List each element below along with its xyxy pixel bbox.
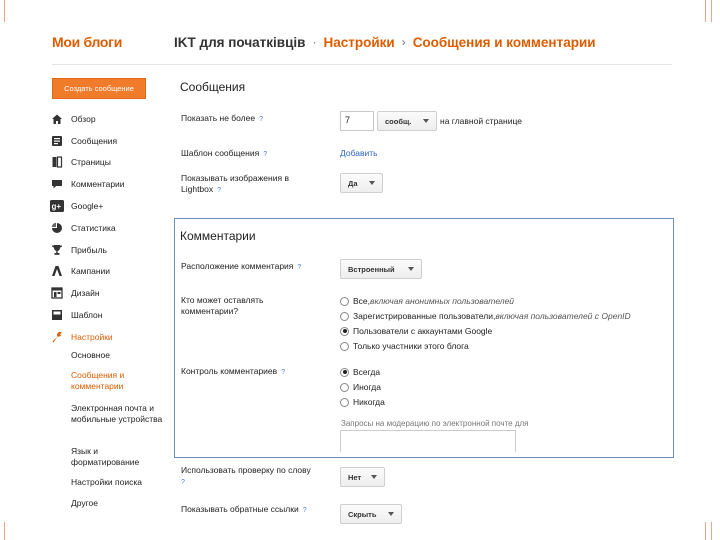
option-main: Зарегистрированные пользователи, xyxy=(353,311,496,321)
sidebar-item-label: Статистика xyxy=(71,222,116,233)
comment-placement-label xyxy=(181,261,301,273)
option-main: Никогда xyxy=(353,397,385,407)
posts-icon xyxy=(50,134,64,147)
comments-icon xyxy=(50,178,64,191)
posts-section-title: Сообщения xyxy=(180,80,246,94)
my-blogs-link[interactable]: Мои блоги xyxy=(52,34,123,50)
moderation-email-hint: Запросы на модерацию по электронной почте для xyxy=(341,419,529,428)
option-main: Иногда xyxy=(353,382,381,392)
moderation-option-never[interactable] xyxy=(340,396,385,408)
settings-sub-basic[interactable]: Основное xyxy=(71,350,110,360)
sidebar-item-label: Сообщения xyxy=(71,135,118,146)
show-posts-label xyxy=(181,113,263,125)
lightbox-label xyxy=(181,173,321,196)
backlinks-value: Скрыть xyxy=(348,509,377,519)
header-divider xyxy=(52,64,672,65)
help-icon[interactable]: ? xyxy=(297,264,302,271)
chevron-down-icon xyxy=(423,119,429,123)
sidebar-item-label: Кампании xyxy=(71,266,111,277)
wrench-icon xyxy=(50,330,64,343)
help-icon[interactable]: ? xyxy=(259,116,264,123)
chevron-down-icon xyxy=(388,512,394,516)
who-option-members[interactable] xyxy=(340,340,469,352)
comment-placement-value: Встроенный xyxy=(348,264,395,274)
radio-button-selected[interactable] xyxy=(340,368,349,377)
show-posts-suffix: на главной странице xyxy=(440,116,522,126)
posts-count-input[interactable]: 7 xyxy=(340,111,374,131)
trophy-icon xyxy=(50,243,64,256)
lightbox-label-text: Показывать изображения в Lightbox xyxy=(181,173,289,194)
captcha-dropdown[interactable] xyxy=(340,467,385,487)
sidebar-item-label: Обзор xyxy=(71,113,96,124)
svg-text:g+: g+ xyxy=(51,202,62,212)
backlinks-label-text: Показывать обратные ссылки xyxy=(181,504,299,514)
captcha-label xyxy=(181,465,331,488)
sidebar-item-posts[interactable] xyxy=(50,130,170,152)
help-icon[interactable]: ? xyxy=(181,479,185,486)
captcha-label-text: Использовать проверку по слову xyxy=(181,465,311,475)
sidebar-item-campaigns[interactable] xyxy=(50,261,170,283)
radio-button[interactable] xyxy=(340,342,349,351)
settings-sub-other[interactable]: Другое xyxy=(71,498,99,508)
stats-icon xyxy=(50,221,64,234)
chevron-down-icon xyxy=(371,475,377,479)
add-template-link[interactable]: Добавить xyxy=(340,148,378,158)
post-template-label-text: Шаблон сообщения xyxy=(181,148,260,158)
blog-name[interactable]: IKT для початківців xyxy=(174,34,306,50)
slide-edge-right-bottom-inner xyxy=(705,522,706,540)
sidebar-item-label: Комментарии xyxy=(71,179,125,190)
show-posts-label-text: Показать не более xyxy=(181,113,256,123)
lightbox-value: Да xyxy=(348,178,358,188)
radio-button-selected[interactable] xyxy=(340,327,349,336)
breadcrumb-current: Сообщения и комментарии xyxy=(412,34,596,50)
help-icon[interactable]: ? xyxy=(302,507,307,514)
slide-edge-left-bottom xyxy=(4,522,5,540)
moderation-option-sometimes[interactable] xyxy=(340,381,381,393)
template-icon xyxy=(50,309,64,322)
sidebar-item-comments[interactable] xyxy=(50,173,170,195)
slide-edge-right-inner xyxy=(705,0,706,22)
who-option-google-accounts[interactable] xyxy=(340,325,492,337)
posts-unit-value: сообщ. xyxy=(385,116,412,126)
settings-sub-posts-comments[interactable]: Сообщения и комментарии xyxy=(71,370,125,391)
radio-button[interactable] xyxy=(340,398,349,407)
backlinks-dropdown[interactable] xyxy=(340,504,402,524)
sidebar-nav xyxy=(50,108,170,348)
radio-button[interactable] xyxy=(340,297,349,306)
settings-sub-email-mobile[interactable]: Электронная почта и мобильные устройства xyxy=(71,403,163,424)
backlinks-label xyxy=(181,504,307,516)
home-icon xyxy=(50,112,64,125)
who-option-everyone[interactable] xyxy=(340,295,514,307)
option-main: Все, xyxy=(353,296,371,306)
comment-placement-dropdown[interactable] xyxy=(340,259,422,279)
comment-placement-label-text: Расположение комментария xyxy=(181,261,294,271)
breadcrumb-separator: · xyxy=(312,35,317,49)
radio-button[interactable] xyxy=(340,312,349,321)
settings-sub-language[interactable]: Язык и форматирование xyxy=(71,446,140,467)
help-icon[interactable]: ? xyxy=(217,187,222,194)
sidebar-item-settings[interactable] xyxy=(50,326,170,348)
campaigns-icon xyxy=(50,265,64,278)
lightbox-dropdown[interactable] xyxy=(340,173,383,193)
help-icon[interactable]: ? xyxy=(281,369,286,376)
google-plus-icon xyxy=(50,200,64,213)
breadcrumb xyxy=(174,33,596,51)
chevron-down-icon xyxy=(369,181,375,185)
app-header xyxy=(52,33,596,51)
moderation-label-text: Контроль комментариев xyxy=(181,366,278,376)
post-template-label xyxy=(181,148,267,160)
option-main: Пользователи с аккаунтами Google xyxy=(353,326,493,336)
moderation-option-always[interactable] xyxy=(340,366,380,378)
sidebar-item-stats[interactable] xyxy=(50,217,170,239)
sidebar-item-label: Настройки xyxy=(71,331,113,342)
slide-edge-right-bottom xyxy=(711,522,712,540)
breadcrumb-settings[interactable]: Настройки xyxy=(323,34,395,50)
sidebar-item-label: Шаблон xyxy=(71,310,103,321)
help-icon[interactable]: ? xyxy=(263,151,268,158)
layout-icon xyxy=(50,287,64,300)
slide-edge-right xyxy=(711,0,712,22)
who-option-registered[interactable] xyxy=(340,310,631,322)
sidebar-item-label: Страницы xyxy=(71,157,111,168)
sidebar-item-earnings[interactable] xyxy=(50,239,170,261)
option-main: Всегда xyxy=(353,367,381,377)
sidebar-item-layout[interactable] xyxy=(50,282,170,304)
breadcrumb-separator: › xyxy=(401,35,406,49)
pages-icon xyxy=(50,156,64,169)
chevron-down-icon xyxy=(408,267,414,271)
option-main: Только участники этого блога xyxy=(353,341,469,351)
moderation-email-input[interactable] xyxy=(340,430,516,452)
sidebar-item-google-plus[interactable] xyxy=(50,195,170,217)
sidebar-item-label: Дизайн xyxy=(71,288,100,299)
option-note: включая анонимных пользователей xyxy=(370,296,515,306)
who-can-comment-label-text: Кто может оставлять комментарии? xyxy=(181,295,264,316)
sidebar-item-label: Google+ xyxy=(71,201,104,212)
comments-section-title: Комментарии xyxy=(180,229,256,243)
settings-sub-search[interactable]: Настройки поиска xyxy=(71,477,143,487)
who-can-comment-label xyxy=(181,295,301,317)
sidebar-item-overview[interactable] xyxy=(50,108,170,130)
radio-button[interactable] xyxy=(340,383,349,392)
create-post-button[interactable]: Создать сообщение xyxy=(52,78,146,99)
sidebar-item-label: Прибыль xyxy=(71,244,107,255)
slide-edge-left xyxy=(4,0,5,22)
option-note: включая пользователей с OpenID xyxy=(495,311,631,321)
sidebar-item-pages[interactable] xyxy=(50,152,170,174)
captcha-value: Нет xyxy=(348,472,362,482)
posts-unit-dropdown[interactable] xyxy=(377,111,437,131)
sidebar-item-template[interactable] xyxy=(50,304,170,326)
moderation-label xyxy=(181,366,285,378)
